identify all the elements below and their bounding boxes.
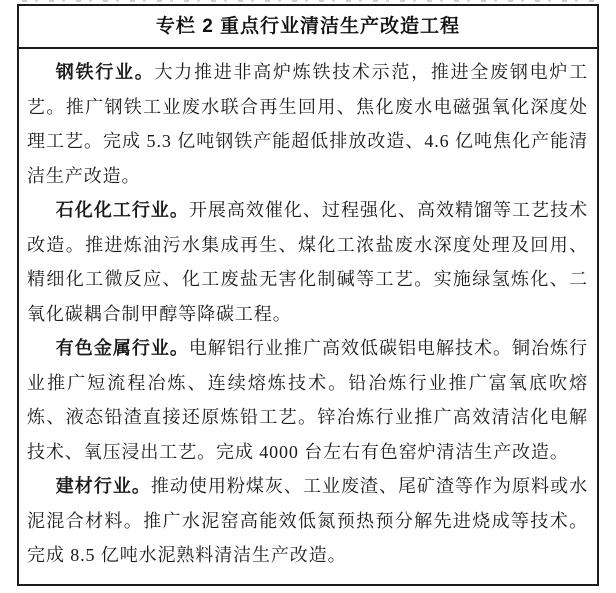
paragraph-steel-industry [27, 55, 588, 193]
paragraph-building-materials-industry [27, 469, 588, 573]
box-title: 专栏 2 重点行业清洁生产改造工程 [19, 6, 597, 49]
paragraph-text: 推动使用粉煤灰、工业废渣、尾矿渣等作为原料或水泥混合材料。推广水泥窑高能效低氮预热预分解先进烧成等技术。完成 8.5 亿吨水泥熟料清洁生产改造。 [27, 476, 589, 565]
paragraph-petrochemical-industry [27, 193, 588, 331]
paragraph-lead: 钢铁行业。 [55, 62, 155, 82]
paragraph-text: 大力推进非高炉炼铁技术示范，推进全废钢电炉工艺。推广钢铁工业废水联合再生回用、焦化废水电磁强氧化深度处理工艺。完成 5.3 亿吨钢铁产能超低排放改造、4.6 亿吨焦化产能清洁生产改造。 [27, 62, 588, 186]
paragraph-lead: 有色金属行业。 [55, 338, 189, 358]
cropped-text-remnant [22, 0, 594, 2]
paragraph-text: 开展高效催化、过程强化、高效精馏等工艺技术改造。推进炼油污水集成再生、煤化工浓盐废水深度处理及回用、精细化工微反应、化工废盐无害化制碱等工艺。实施绿氢炼化、二氧化碳耦合制甲醇等降碳工程。 [27, 200, 588, 324]
paragraph-lead: 建材行业。 [55, 476, 151, 496]
box-body [19, 49, 597, 573]
paragraph-lead: 石化化工行业。 [55, 200, 189, 220]
paragraph-nonferrous-metals-industry [27, 331, 588, 469]
column-box [17, 4, 599, 586]
paragraph-text: 电解铝行业推广高效低碳铝电解技术。铜冶炼行业推广短流程冶炼、连续熔炼技术。铅冶炼行业推广富氧底吹熔炼、液态铅渣直接还原炼铅工艺。锌冶炼行业推广高效清洁化电解技术、氧压浸出工艺。完成 4000 台左右有色窑炉清洁生产改造。 [27, 338, 588, 462]
